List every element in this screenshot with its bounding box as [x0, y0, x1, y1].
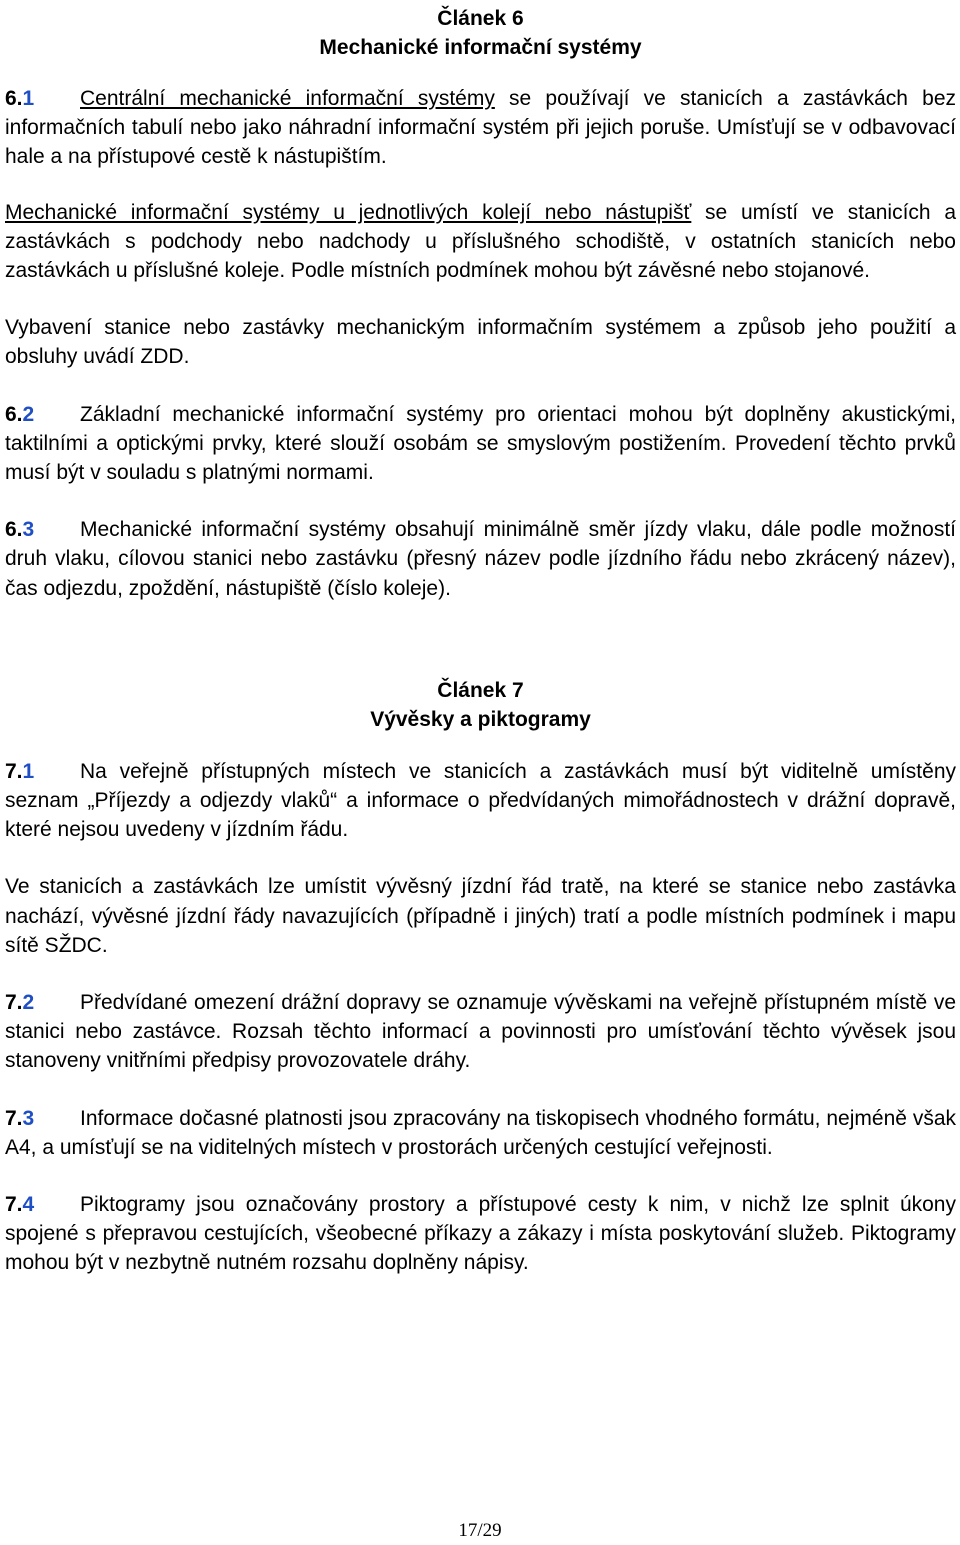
section-number-7-2: 7.2 — [5, 991, 35, 1015]
paragraph-6-1-b: Mechanické informační systémy u jednotlivých kolejí nebo nástupišť se umístí ve stanicích a zastávkách s podchody nebo nadchody u příslušného schodiště, v ostatních stanicích nebo zastávkách u příslušné koleje. Podle místních podmínek mohou být závěsné nebo stojanové. — [5, 200, 956, 283]
document-page — [5, 0, 956, 1278]
paragraph-7-4: 7.4 Piktogramy jsou označovány prostory a přístupové cesty k nim, v nichž lze splnit úkony spojené s přepravou cestujících, všeobecné příkazy a zákazy i místa poskytování služeb. Piktogramy mohou být v nezbytně nutném rozsahu doplněny nápisy. — [5, 1190, 956, 1278]
section-number-6-3: 6.3 — [5, 518, 35, 542]
paragraph-7-1: 7.1 Na veřejně přístupných místech ve stanicích a zastávkách musí být viditelně umístěny seznam „Příjezdy a odjezdy vlaků“ a informace o předvídaných mimořádnostech v drážní dopravě, které nejsou uvedeny v jízdním řádu. — [5, 757, 956, 845]
paragraph-7-3: 7.3 Informace dočasné platnosti jsou zpracovány na tiskopisech vhodného formátu, nejméně však A4, a umísťují se na viditelných místech v prostorách určených cestující veřejnosti. — [5, 1104, 956, 1162]
paragraph-6-3: 6.3 Mechanické informační systémy obsahují minimálně směr jízdy vlaku, dále podle možností druh vlaku, cílovou stanici nebo zastávku (přesný název podle jízdního řádu nebo zkrácený název), čas odjezdu, zpoždění, nástupiště (číslo koleje). — [5, 515, 956, 603]
paragraph-6-2: 6.2 Základní mechanické informační systémy pro orientaci mohou být doplněny akustickými, taktilními a optickými prvky, které slouží osobám se smyslovým postižením. Provedení těchto prvků musí být v souladu s platnými normami. — [5, 400, 956, 488]
link-central-systems[interactable]: Centrální mechanické informační systémy — [80, 87, 495, 110]
section-number-7-4: 7.4 — [5, 1193, 35, 1217]
article-7-title: Článek 7 — [437, 678, 524, 702]
paragraph-6-1: 6.1 Centrální mechanické informační systémy se používají ve stanicích a zastávkách bez informačních tabulí nebo jako náhradní informační systém při jejich poruše. Umísťují se v odbavovací hale a na přístupové cestě k nástupištím. — [5, 84, 956, 172]
paragraph-7-2: 7.2 Předvídané omezení drážní dopravy se oznamuje vývěskami na veřejně přístupném místě ve stanici nebo zastávce. Rozsah těchto informací a povinnosti pro umísťování těchto vývěsek jsou stanoveny vnitřními předpisy provozovatele dráhy. — [5, 988, 956, 1076]
paragraph-7-1-b: Ve stanicích a zastávkách lze umístit vývěsný jízdní řád tratě, na které se stanice nebo zastávka nachází, vývěsné jízdní řády navazujících (případně i jiných) tratí a podle místních podmínek i mapu sítě SŽDC. — [5, 875, 956, 957]
section-number-6-1: 6.1 — [5, 87, 35, 110]
article-7-subtitle: Vývěsky a piktogramy — [370, 707, 591, 731]
section-number-7-1: 7.1 — [5, 759, 35, 783]
article-6-title: Článek 6 — [437, 7, 524, 30]
section-number-6-2: 6.2 — [5, 402, 35, 426]
paragraph-6-1-c: Vybavení stanice nebo zastávky mechanickým informačním systémem a způsob jeho použití a obsluhy uvádí ZDD. — [5, 316, 956, 369]
underlined-mechanical-systems: Mechanické informační systémy u jednotlivých kolejí nebo nástupišť — [5, 200, 692, 224]
article-6-subtitle: Mechanické informační systémy — [319, 36, 642, 59]
page-number: 17/29 — [458, 1520, 502, 1541]
section-number-7-3: 7.3 — [5, 1106, 35, 1130]
